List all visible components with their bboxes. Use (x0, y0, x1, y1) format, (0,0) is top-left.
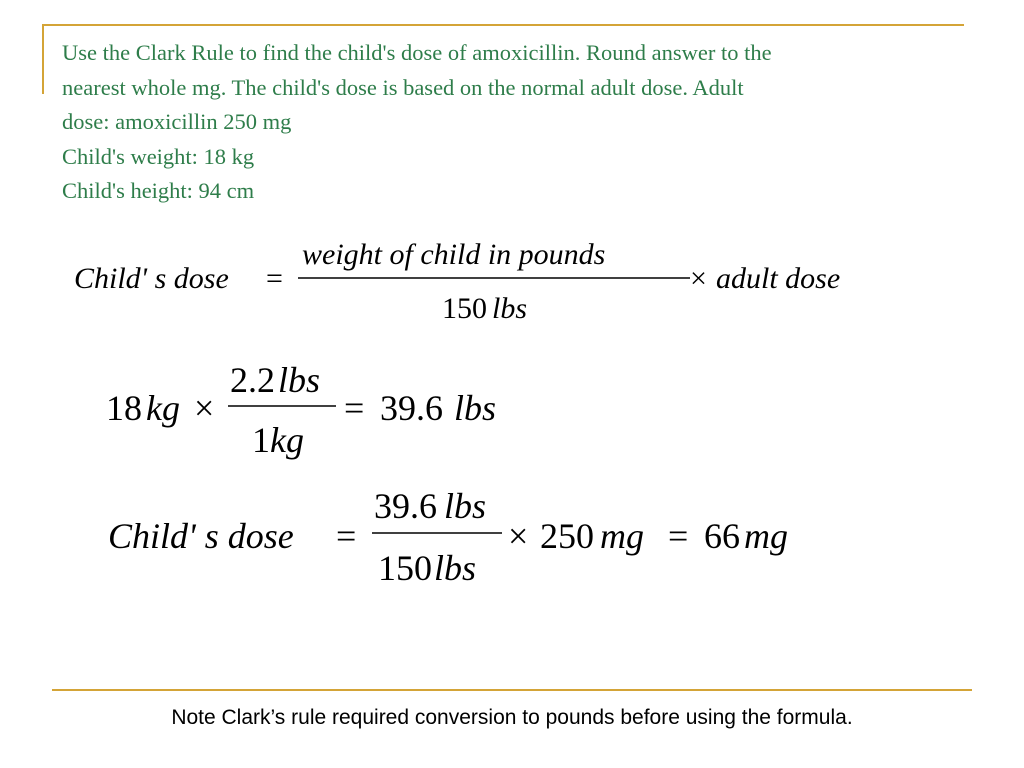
formula-denominator-unit: lbs (492, 292, 528, 325)
formula-lhs: Child' s dose (74, 262, 229, 295)
calculation-result-value: 66 (704, 516, 740, 556)
footnote: Note Clark’s rule required conversion to pounds before using the formula. (171, 706, 853, 729)
calculation-result-unit: mg (744, 516, 788, 556)
conversion-result-unit: lbs (454, 388, 497, 428)
conversion-denominator-unit: kg (270, 420, 304, 460)
conversion-equals: = (344, 388, 365, 428)
child-weight: Child's weight: 18 kg (62, 143, 255, 169)
bottom-rule (52, 689, 972, 691)
problem-line-2: nearest whole mg. The child's dose is based on the normal adult dose. Adult (62, 74, 744, 100)
calculation-denominator-unit: lbs (434, 548, 477, 588)
conversion-times: × (194, 388, 215, 428)
child-height: Child's height: 94 cm (62, 178, 255, 203)
calculation-dose-value: 250 (540, 516, 594, 556)
calculation-equals: = (336, 516, 357, 556)
problem-line-1: Use the Clark Rule to find the child's dose of amoxicillin. Round answer to the (62, 40, 772, 65)
calculation-times: × (508, 516, 529, 556)
conversion-equation (106, 360, 496, 460)
formula-times: × (690, 262, 707, 295)
problem-line-3: dose: amoxicillin 250 mg (62, 109, 292, 134)
calculation-dose-unit: mg (600, 516, 644, 556)
conversion-quantity-unit: kg (146, 388, 180, 428)
formula-rhs: adult dose (716, 262, 841, 295)
calculation-numerator-unit: lbs (444, 486, 487, 526)
conversion-numerator-value: 2.2 (230, 360, 275, 400)
formula-equals: = (266, 262, 283, 295)
clark-formula (74, 238, 840, 325)
calculation-lhs: Child' s dose (108, 516, 294, 556)
calculation-numerator-value: 39.6 (374, 486, 437, 526)
calculation-equals-2: = (668, 516, 689, 556)
conversion-numerator-unit: lbs (278, 360, 321, 400)
conversion-denominator-value: 1 (252, 420, 270, 460)
conversion-quantity: 18 (106, 388, 142, 428)
formula-numerator: weight of child in pounds (302, 238, 606, 271)
formula-denominator-value: 150 (442, 292, 487, 325)
conversion-result-value: 39.6 (380, 388, 443, 428)
dose-calculation (108, 486, 788, 588)
calculation-denominator-value: 150 (378, 548, 432, 588)
